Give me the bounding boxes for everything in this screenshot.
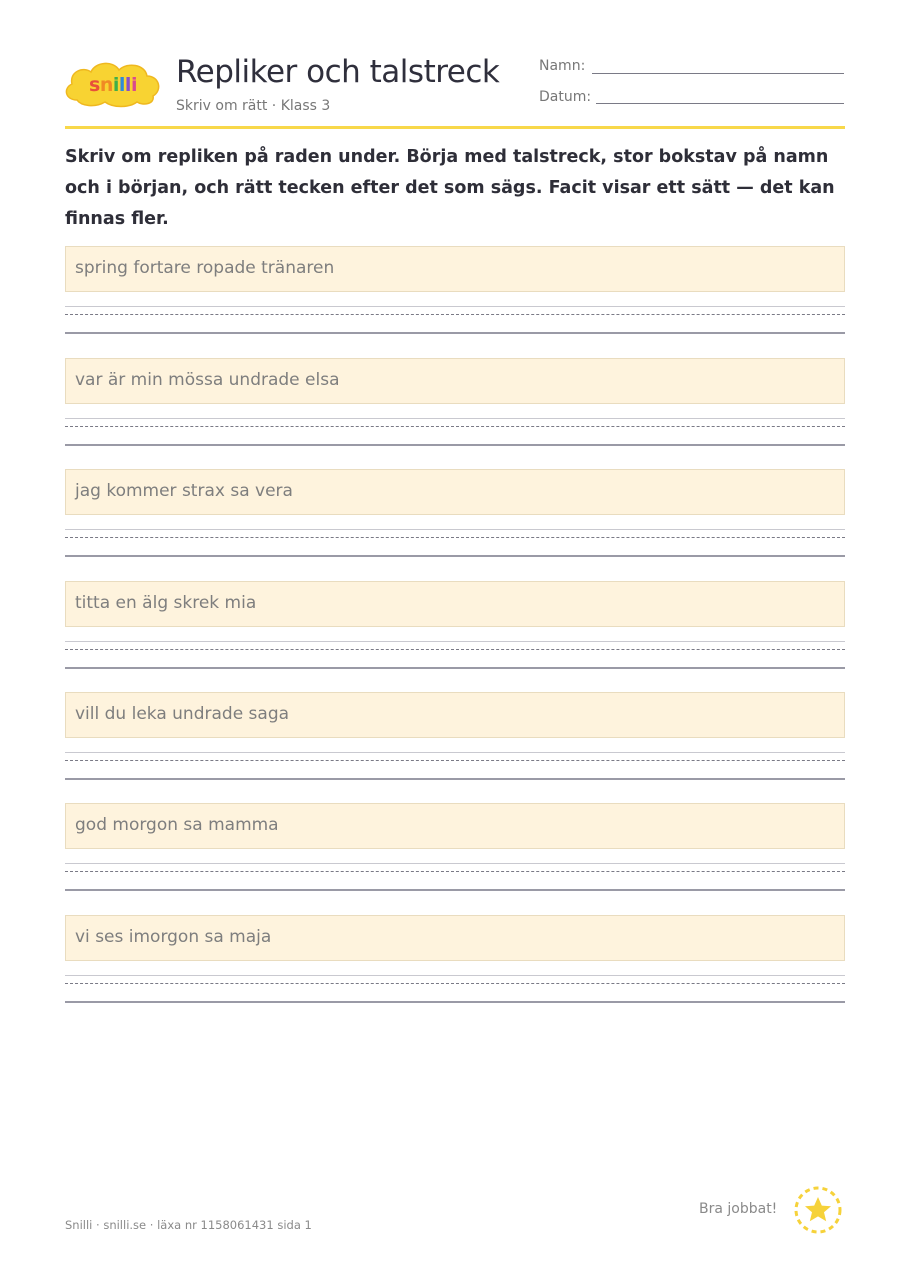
- page-subtitle: Skriv om rätt · Klass 3: [176, 98, 331, 114]
- prompt-text: spring fortare ropade tränaren: [75, 258, 335, 278]
- page-title: Repliker och talstreck: [176, 54, 500, 90]
- prompt-box: [65, 581, 845, 627]
- writing-line-mid[interactable]: [65, 426, 845, 427]
- prompt-box: [65, 469, 845, 515]
- date-label: Datum:: [539, 89, 592, 105]
- date-field[interactable]: [596, 103, 844, 104]
- writing-line-base[interactable]: [65, 778, 845, 780]
- exercise-item: [65, 581, 845, 681]
- svg-text:snilli: snilli: [89, 74, 137, 96]
- writing-line-top[interactable]: [65, 641, 845, 642]
- exercise-item: [65, 803, 845, 903]
- writing-line-top[interactable]: [65, 306, 845, 307]
- prompt-text: vi ses imorgon sa maja: [75, 927, 272, 947]
- prompt-box: [65, 246, 845, 292]
- writing-line-base[interactable]: [65, 555, 845, 557]
- snilli-logo: [63, 58, 163, 110]
- writing-line-mid[interactable]: [65, 537, 845, 538]
- header-divider: [65, 126, 845, 129]
- writing-line-base[interactable]: [65, 332, 845, 334]
- writing-line-base[interactable]: [65, 667, 845, 669]
- writing-line-top[interactable]: [65, 975, 845, 976]
- prompt-text: vill du leka undrade saga: [75, 704, 290, 724]
- exercise-item: [65, 692, 845, 792]
- writing-line-top[interactable]: [65, 418, 845, 419]
- writing-line-mid[interactable]: [65, 649, 845, 650]
- writing-line-mid[interactable]: [65, 983, 845, 984]
- writing-line-top[interactable]: [65, 529, 845, 530]
- writing-line-base[interactable]: [65, 444, 845, 446]
- writing-line-top[interactable]: [65, 752, 845, 753]
- praise-text: Bra jobbat!: [699, 1201, 778, 1217]
- writing-line-base[interactable]: [65, 1001, 845, 1003]
- prompt-text: var är min mössa undrade elsa: [75, 370, 340, 390]
- writing-line-base[interactable]: [65, 889, 845, 891]
- writing-line-mid[interactable]: [65, 760, 845, 761]
- writing-line-mid[interactable]: [65, 314, 845, 315]
- prompt-text: titta en älg skrek mia: [75, 593, 257, 613]
- exercise-item: [65, 358, 845, 458]
- prompt-box: [65, 915, 845, 961]
- exercise-item: [65, 246, 845, 346]
- footer-text: Snilli · snilli.se · läxa nr 1158061431 sida 1: [65, 1218, 312, 1232]
- instructions: Skriv om repliken på raden under. Börja med talstreck, stor bokstav på namn och i början, och rätt tecken efter det som sägs. Facit visar ett sätt — det kan finnas fler.: [65, 147, 835, 229]
- prompt-box: [65, 803, 845, 849]
- prompt-box: [65, 358, 845, 404]
- star-icon: [793, 1185, 843, 1235]
- prompt-text: god morgon sa mamma: [75, 815, 279, 835]
- prompt-text: jag kommer strax sa vera: [75, 481, 293, 501]
- writing-line-top[interactable]: [65, 863, 845, 864]
- name-label: Namn:: [539, 58, 586, 74]
- writing-line-mid[interactable]: [65, 871, 845, 872]
- exercise-item: [65, 469, 845, 569]
- exercise-item: [65, 915, 845, 1015]
- name-field[interactable]: [592, 73, 844, 74]
- prompt-box: [65, 692, 845, 738]
